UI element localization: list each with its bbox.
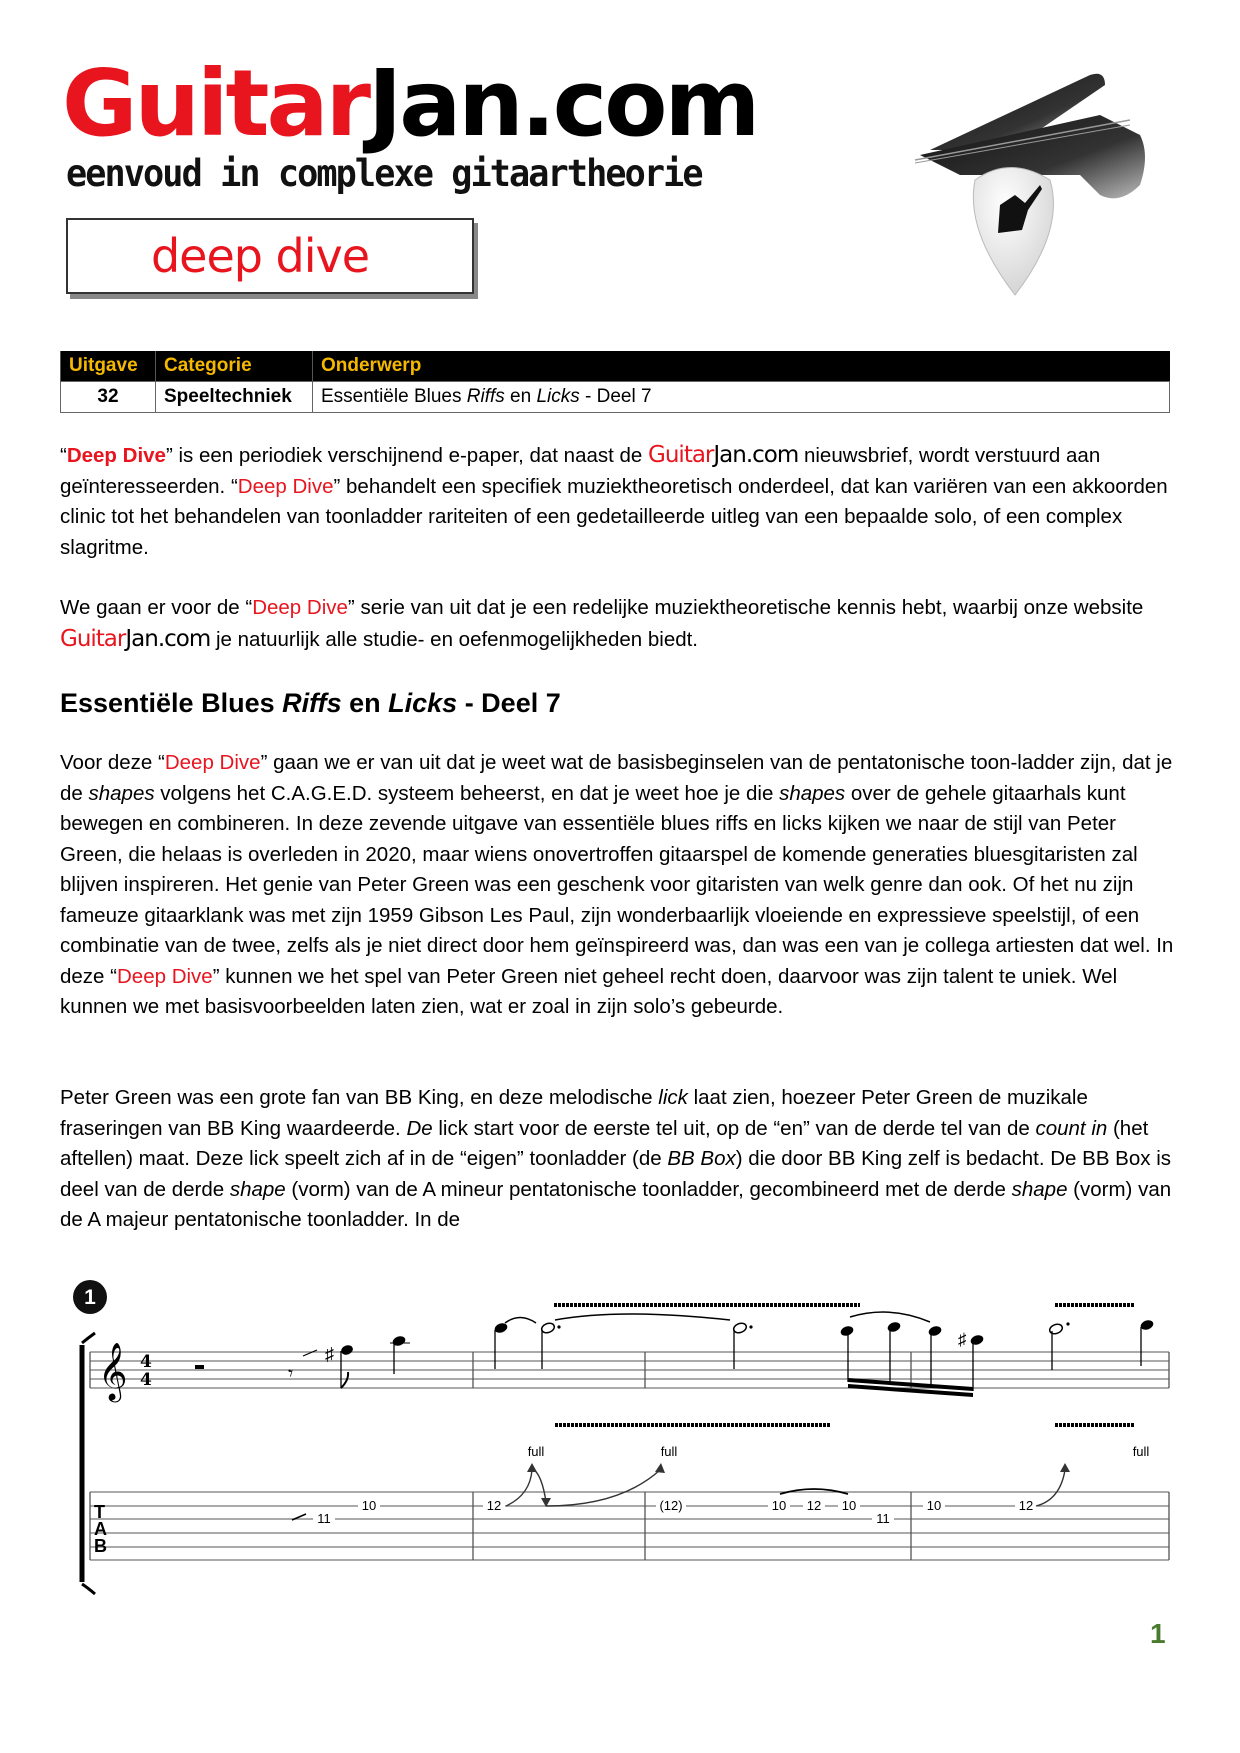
body-paragraph-2 <box>60 1083 1175 1236</box>
italic-term: BB Box <box>667 1147 736 1170</box>
music-notation-example <box>60 1270 1180 1600</box>
sharp-icon: ♯ <box>325 1344 334 1364</box>
half-rest-icon <box>195 1365 204 1369</box>
eighth-rest-icon: 𝄾 <box>288 1361 294 1385</box>
header-onderwerp: Onderwerp <box>313 351 1170 382</box>
text: laat zien, hoezeer Peter Green de muzikale fraseringen van BB King waardeerde. <box>60 1086 1088 1140</box>
page-number: 1 <box>1150 1618 1166 1649</box>
italic-term: De <box>406 1116 433 1140</box>
title-licks: Licks <box>388 688 458 718</box>
note-head <box>839 1325 854 1338</box>
tab-number: 12 <box>486 1498 502 1513</box>
brand-black: Jan.com <box>713 442 799 468</box>
tagline: eenvoud in complexe gitaartheorie <box>66 152 702 195</box>
text: ” behandelt een specifiek muziektheoretisch onderdeel, dat kan variëren van een akkoorden clinic tot het behandelen van toonladder rariteiten of een gedetailleerde uitleg van een bepaalde solo, of een complex slagritme. <box>60 474 1168 559</box>
tab-number: 11 <box>876 1511 890 1526</box>
note-head <box>969 1334 984 1347</box>
intro-paragraph-1: “Deep Dive” is een periodiek verschijnend e-paper, dat naast de GuitarJan.com nieuwsbrief, wordt verstuurd aan geïnteresseerden. “Deep Dive” behandelt een specifiek muziektheoretisch onderdeel, dat kan variëren van een akkoorden clinic tot het behandelen van toonladder rariteiten of een gedetailleerde uitleg van een bepaalde solo, of een complex slagritme. <box>60 442 1168 559</box>
bracket-top <box>82 1333 95 1343</box>
text: Peter Green was een grote fan van BB King, en deze melodische <box>60 1086 659 1109</box>
brand-red: Guitar <box>648 442 714 468</box>
tab-number: 11 <box>317 1511 331 1526</box>
italic-term: shapes <box>88 781 155 805</box>
header-categorie: Categorie <box>156 351 313 382</box>
title-text: - Deel 7 <box>457 688 561 718</box>
deep-dive-term: Deep Dive <box>252 596 348 619</box>
tab-number: 10 <box>361 1498 377 1513</box>
italic-term: shapes <box>779 781 846 805</box>
tab-letter-b: B <box>94 1536 107 1556</box>
text: nieuwsbrief, wordt verstuurd aan geïnteresseerden. “ <box>60 444 1101 498</box>
section-title <box>60 688 561 719</box>
cell-categorie: Speeltechniek <box>156 382 313 413</box>
text: (het aftellen) maat. Deze lick speelt zich af in de “eigen” toonladder (de <box>60 1116 1149 1170</box>
arrow-up-icon <box>1060 1463 1070 1472</box>
tab-number: 10 <box>841 1498 857 1513</box>
tab-barlines <box>90 1492 1169 1560</box>
tab-number: 10 <box>926 1498 942 1513</box>
text: Voor deze “ <box>60 751 165 774</box>
sharp-icon: ♯ <box>958 1330 967 1349</box>
text: We gaan er voor de “ <box>60 596 253 619</box>
onderwerp-text: - Deel 7 <box>579 386 652 407</box>
deep-dive-term: Deep Dive <box>237 474 334 498</box>
tie <box>505 1318 536 1324</box>
tab-number: 10 <box>771 1498 787 1513</box>
deep-dive-term: Deep Dive <box>66 444 166 467</box>
example-number: 1 <box>84 1286 96 1309</box>
deep-dive-term: Deep Dive <box>164 751 261 774</box>
guitarjan-brand <box>60 626 210 652</box>
site-logo <box>62 50 758 157</box>
text: over de gehele gitaarhals kunt bewegen en combineren. In deze zevende uitgave van essentiële blues riffs en licks kijken we naar de stijl van Peter Green, die helaas is overleden in 2020, maar wiens onovertroffen gitaarspel de komende generaties bluesgitaristen zal blijven inspireren. Het genie van Peter Green was een geschenk voor gitaristen van welk genre dan ook. Of het nu zijn fameuze gitaarklank was met zijn 1959 Gibson Les Paul, zijn wonderbaarlijk vloeiende en expressieve speelstijl, of een combinatie van de twee, zelfs als je niet direct door hem geïnspireerd was, dan was een van je collega artiesten dat wel. In deze “ <box>60 781 1174 988</box>
slur <box>850 1312 930 1322</box>
title-text: Essentiële Blues <box>60 688 283 718</box>
body-paragraph-1 <box>60 748 1175 1023</box>
logo-black-part: Jan.com <box>367 50 758 157</box>
arrow-up-icon <box>655 1463 665 1473</box>
onderwerp-riffs: Riffs <box>466 386 505 407</box>
header-uitgave: Uitgave <box>61 351 156 382</box>
text: ” is een periodiek verschijnend e-paper, dat naast de <box>165 444 649 467</box>
deep-dive-badge <box>66 218 474 294</box>
note-head <box>927 1325 942 1338</box>
text: ” gaan we er van uit dat je weet wat de basisbeginselen van de pentatonische toon-ladder zijn, dat je de <box>60 751 1173 805</box>
table-row <box>61 382 1170 413</box>
title-riffs: Riffs <box>282 688 342 718</box>
logo-red-part: Guitar <box>62 50 368 157</box>
note-head <box>340 1344 354 1357</box>
text: volgens het C.A.G.E.D. systeem beheerst, en dat je weet hoe je die <box>154 781 780 805</box>
tab-number: 12 <box>1018 1498 1034 1513</box>
note-head <box>886 1321 901 1334</box>
onderwerp-licks: Licks <box>536 386 580 407</box>
tab-number: 12 <box>806 1498 822 1513</box>
text: ” kunnen we het spel van Peter Green niet geheel recht doen, daarvoor was zijn talent te uniek. Wel kunnen we met basisvoorbeelden laten zien, wat er zoal in zijn solo’s gebeurde. <box>60 964 1118 1018</box>
note-head <box>1048 1323 1063 1336</box>
slide-line <box>303 1350 317 1356</box>
text: ) die door BB King zelf is bedacht. De BB Box is deel van de derde <box>60 1147 1172 1201</box>
onderwerp-text: Essentiële Blues <box>321 386 467 407</box>
text: (vorm) van de A mineur pentatonische toonladder, gecombineerd met de derde <box>285 1177 1012 1201</box>
time-sig-bottom: 4 <box>140 1370 152 1390</box>
italic-term: lick <box>658 1086 688 1109</box>
issue-info-table <box>60 351 1170 413</box>
tab-letter-t: T <box>94 1502 105 1522</box>
deep-dive-term: Deep Dive <box>116 964 213 988</box>
text: lick start voor de eerste tel uit, op de “en” van de derde tel van de <box>432 1116 1036 1140</box>
time-sig-top: 4 <box>140 1352 152 1372</box>
guitar-and-pick-icon <box>900 55 1170 300</box>
onderwerp-text: en <box>504 386 537 407</box>
italic-term: count in <box>1035 1116 1108 1140</box>
arrow-up-icon <box>527 1463 537 1472</box>
intro-paragraph-2 <box>60 593 1175 655</box>
tab-number: (12) <box>659 1498 683 1513</box>
italic-term: shape <box>229 1177 286 1201</box>
example-number-badge <box>73 1280 107 1314</box>
text: ” serie van uit dat je een redelijke muziektheoretische kennis hebt, waarbij onze website <box>347 596 1144 619</box>
bracket-bottom <box>82 1584 95 1594</box>
tie <box>555 1314 730 1320</box>
treble-clef-icon: 𝄞 <box>98 1342 128 1400</box>
italic-term: shape <box>1011 1177 1068 1201</box>
tab-letter-a: A <box>94 1519 107 1539</box>
brand-black: Jan.com <box>125 625 211 652</box>
staff-lines <box>90 1352 1169 1388</box>
tab-lines <box>90 1492 1169 1560</box>
cell-onderwerp <box>313 382 1170 413</box>
text: (vorm) van de A majeur pentatonische toonladder. In de <box>60 1177 1172 1231</box>
deep-dive-badge-text: deep dive <box>150 229 370 283</box>
text: je natuurlijk alle studie- en oefenmogelijkheden biedt. <box>210 627 699 651</box>
guitarjan-brand <box>648 442 798 468</box>
title-text: en <box>341 688 389 718</box>
brand-red: Guitar <box>60 625 126 652</box>
bend-label: full <box>1132 1444 1150 1459</box>
bend-label: full <box>527 1444 545 1459</box>
cell-uitgave: 32 <box>61 382 156 413</box>
bend-label: full <box>660 1444 678 1459</box>
